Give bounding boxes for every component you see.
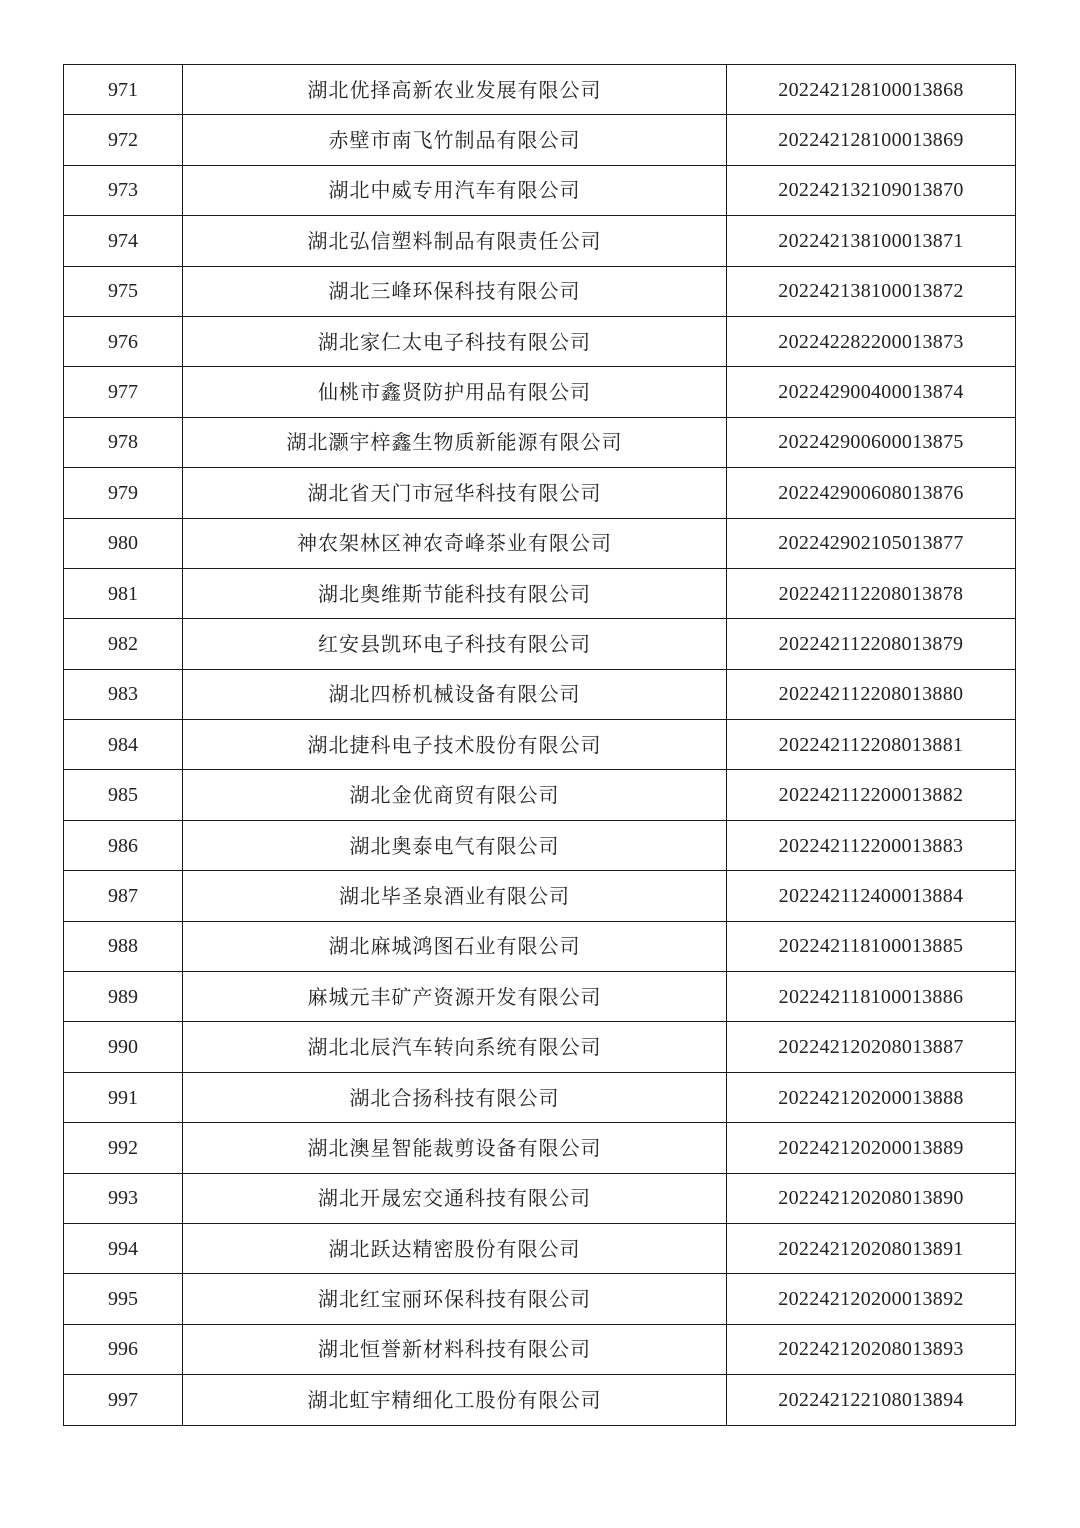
table-row bbox=[64, 65, 1016, 115]
table-row bbox=[64, 820, 1016, 870]
company-name: 湖北红宝丽环保科技有限公司 bbox=[183, 1274, 727, 1324]
company-name: 湖北毕圣泉酒业有限公司 bbox=[183, 871, 727, 921]
company-name: 仙桃市鑫贤防护用品有限公司 bbox=[183, 367, 727, 417]
table-row bbox=[64, 417, 1016, 467]
registration-code: 202242112200013882 bbox=[727, 770, 1016, 820]
company-name: 湖北北辰汽车转向系统有限公司 bbox=[183, 1022, 727, 1072]
row-number: 976 bbox=[64, 316, 183, 366]
company-name: 麻城元丰矿产资源开发有限公司 bbox=[183, 972, 727, 1022]
row-number: 975 bbox=[64, 266, 183, 316]
table-row bbox=[64, 1173, 1016, 1223]
row-number: 978 bbox=[64, 417, 183, 467]
table-row bbox=[64, 1072, 1016, 1122]
registration-code: 202242112208013878 bbox=[727, 568, 1016, 618]
company-name: 湖北跃达精密股份有限公司 bbox=[183, 1223, 727, 1273]
table-row bbox=[64, 1223, 1016, 1273]
company-name: 湖北奥泰电气有限公司 bbox=[183, 820, 727, 870]
company-name: 红安县凯环电子科技有限公司 bbox=[183, 619, 727, 669]
company-name: 湖北捷科电子技术股份有限公司 bbox=[183, 720, 727, 770]
registration-code: 202242138100013872 bbox=[727, 266, 1016, 316]
company-name: 湖北四桥机械设备有限公司 bbox=[183, 669, 727, 719]
row-number: 984 bbox=[64, 720, 183, 770]
row-number: 973 bbox=[64, 165, 183, 215]
row-number: 988 bbox=[64, 921, 183, 971]
row-number: 993 bbox=[64, 1173, 183, 1223]
table-row bbox=[64, 619, 1016, 669]
company-name: 湖北家仁太电子科技有限公司 bbox=[183, 316, 727, 366]
row-number: 995 bbox=[64, 1274, 183, 1324]
table-row bbox=[64, 921, 1016, 971]
registration-code: 202242120200013888 bbox=[727, 1072, 1016, 1122]
table-row bbox=[64, 1123, 1016, 1173]
registration-code: 202242112208013881 bbox=[727, 720, 1016, 770]
registration-code: 202242128100013869 bbox=[727, 115, 1016, 165]
company-name: 湖北中威专用汽车有限公司 bbox=[183, 165, 727, 215]
company-name: 湖北麻城鸿图石业有限公司 bbox=[183, 921, 727, 971]
table-row bbox=[64, 720, 1016, 770]
row-number: 974 bbox=[64, 216, 183, 266]
registration-code: 202242112208013879 bbox=[727, 619, 1016, 669]
registration-code: 202242120208013891 bbox=[727, 1223, 1016, 1273]
company-name: 湖北三峰环保科技有限公司 bbox=[183, 266, 727, 316]
row-number: 985 bbox=[64, 770, 183, 820]
table-row bbox=[64, 165, 1016, 215]
company-name: 湖北澳星智能裁剪设备有限公司 bbox=[183, 1123, 727, 1173]
company-name: 湖北优择高新农业发展有限公司 bbox=[183, 65, 727, 115]
table-row bbox=[64, 1274, 1016, 1324]
table-row bbox=[64, 468, 1016, 518]
row-number: 980 bbox=[64, 518, 183, 568]
row-number: 997 bbox=[64, 1375, 183, 1425]
table-row bbox=[64, 216, 1016, 266]
registration-code: 202242120208013890 bbox=[727, 1173, 1016, 1223]
table-row bbox=[64, 115, 1016, 165]
company-name: 湖北弘信塑料制品有限责任公司 bbox=[183, 216, 727, 266]
row-number: 986 bbox=[64, 820, 183, 870]
registration-code: 202242902105013877 bbox=[727, 518, 1016, 568]
row-number: 981 bbox=[64, 568, 183, 618]
registration-code: 202242120200013889 bbox=[727, 1123, 1016, 1173]
table bbox=[63, 64, 1016, 1426]
row-number: 983 bbox=[64, 669, 183, 719]
row-number: 971 bbox=[64, 65, 183, 115]
company-name: 湖北金优商贸有限公司 bbox=[183, 770, 727, 820]
row-number: 979 bbox=[64, 468, 183, 518]
table-row bbox=[64, 669, 1016, 719]
table-row bbox=[64, 568, 1016, 618]
table-row bbox=[64, 1324, 1016, 1374]
table-row bbox=[64, 367, 1016, 417]
table-row bbox=[64, 972, 1016, 1022]
row-number: 992 bbox=[64, 1123, 183, 1173]
registration-code: 202242120208013893 bbox=[727, 1324, 1016, 1374]
registration-code: 202242112400013884 bbox=[727, 871, 1016, 921]
row-number: 972 bbox=[64, 115, 183, 165]
registration-code: 202242112208013880 bbox=[727, 669, 1016, 719]
table-row bbox=[64, 871, 1016, 921]
row-number: 990 bbox=[64, 1022, 183, 1072]
table-row bbox=[64, 770, 1016, 820]
registration-code: 202242900400013874 bbox=[727, 367, 1016, 417]
registration-code: 202242120208013887 bbox=[727, 1022, 1016, 1072]
row-number: 991 bbox=[64, 1072, 183, 1122]
company-name: 湖北省天门市冠华科技有限公司 bbox=[183, 468, 727, 518]
table-row bbox=[64, 266, 1016, 316]
table-row bbox=[64, 518, 1016, 568]
company-name: 湖北开晟宏交通科技有限公司 bbox=[183, 1173, 727, 1223]
registration-code: 202242118100013885 bbox=[727, 921, 1016, 971]
row-number: 996 bbox=[64, 1324, 183, 1374]
row-number: 982 bbox=[64, 619, 183, 669]
registration-code: 202242122108013894 bbox=[727, 1375, 1016, 1425]
company-name: 赤壁市南飞竹制品有限公司 bbox=[183, 115, 727, 165]
registration-code: 202242132109013870 bbox=[727, 165, 1016, 215]
registration-code: 202242900608013876 bbox=[727, 468, 1016, 518]
table-row bbox=[64, 1375, 1016, 1425]
registration-code: 202242118100013886 bbox=[727, 972, 1016, 1022]
row-number: 977 bbox=[64, 367, 183, 417]
company-name: 湖北奥维斯节能科技有限公司 bbox=[183, 568, 727, 618]
company-list-table bbox=[63, 64, 1015, 1426]
registration-code: 202242128100013868 bbox=[727, 65, 1016, 115]
registration-code: 202242120200013892 bbox=[727, 1274, 1016, 1324]
row-number: 989 bbox=[64, 972, 183, 1022]
table-row bbox=[64, 316, 1016, 366]
table-row bbox=[64, 1022, 1016, 1072]
row-number: 987 bbox=[64, 871, 183, 921]
table-body bbox=[64, 65, 1016, 1426]
registration-code: 202242282200013873 bbox=[727, 316, 1016, 366]
registration-code: 202242900600013875 bbox=[727, 417, 1016, 467]
row-number: 994 bbox=[64, 1223, 183, 1273]
company-name: 湖北合扬科技有限公司 bbox=[183, 1072, 727, 1122]
company-name: 神农架林区神农奇峰茶业有限公司 bbox=[183, 518, 727, 568]
company-name: 湖北虹宇精细化工股份有限公司 bbox=[183, 1375, 727, 1425]
company-name: 湖北恒誉新材料科技有限公司 bbox=[183, 1324, 727, 1374]
registration-code: 202242138100013871 bbox=[727, 216, 1016, 266]
registration-code: 202242112200013883 bbox=[727, 820, 1016, 870]
company-name: 湖北灏宇梓鑫生物质新能源有限公司 bbox=[183, 417, 727, 467]
